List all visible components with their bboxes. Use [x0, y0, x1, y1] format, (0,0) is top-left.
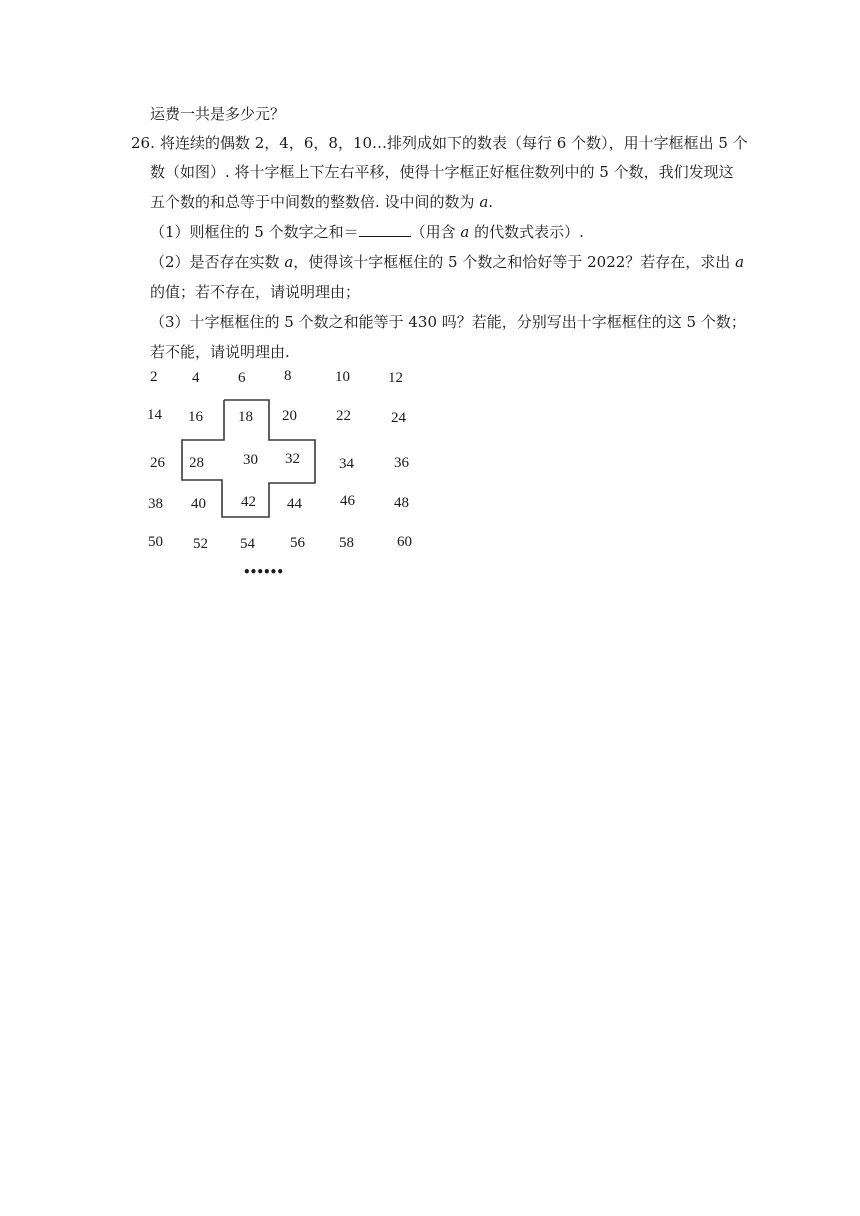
- table-cell: 26: [150, 455, 165, 471]
- table-cell: 12: [388, 370, 403, 386]
- variable-a: a: [460, 223, 470, 241]
- question-stem-line-2: 数（如图）. 将十字框上下左右平移，使得十字框正好框住数列中的 5 个数，我们发现这: [150, 163, 734, 181]
- table-cell: 22: [336, 408, 351, 424]
- table-cell: 42: [241, 494, 256, 510]
- part-1-text: （1）则框住的 5 个数字之和＝: [150, 223, 359, 241]
- part-2-text: （2）是否存在实数: [150, 253, 285, 271]
- table-cell: 44: [287, 496, 302, 512]
- table-cell: 48: [394, 495, 409, 511]
- table-cell: 6: [238, 370, 246, 386]
- table-cell: 56: [290, 535, 305, 551]
- table-cell: 8: [284, 368, 292, 384]
- table-cell: 34: [339, 456, 354, 472]
- table-cell: 30: [243, 452, 258, 468]
- table-cell: 24: [391, 410, 406, 426]
- variable-a: a: [479, 193, 489, 211]
- table-cell: 18: [238, 409, 253, 425]
- table-cell: 16: [188, 409, 203, 425]
- question-number: 26.: [131, 134, 155, 152]
- table-cell: 50: [148, 534, 163, 550]
- table-cell: 2: [150, 369, 158, 385]
- part-2-text-cont: ，使得该十字框框住的 5 个数之和恰好等于 2022？若存在，求出: [293, 253, 736, 271]
- part-1-hint-end: 的代数式表示）.: [469, 223, 584, 241]
- table-cell: 52: [193, 536, 208, 552]
- table-cell: 4: [192, 370, 200, 386]
- previous-question-tail: 运费一共是多少元？: [150, 105, 286, 123]
- stem-line-3-end: .: [488, 193, 494, 211]
- table-cell: 36: [394, 455, 409, 471]
- variable-a: a: [284, 253, 294, 271]
- part-3-line-1: （3）十字框框住的 5 个数之和能等于 430 吗？若能，分别写出十字框框住的这 5 个数；: [150, 313, 746, 331]
- table-cell: 46: [340, 493, 355, 509]
- question-stem-line-1: 将连续的偶数 2，4，6，8，10…排列成如下的数表（每行 6 个数），用十字框框出 5 个: [160, 134, 748, 152]
- variable-a: a: [735, 253, 745, 271]
- table-cell: 32: [285, 451, 300, 467]
- cross-frame-outline: [182, 400, 315, 517]
- table-cell: 10: [335, 369, 350, 385]
- part-3-line-2: 若不能，请说明理由.: [150, 343, 290, 361]
- part-2-line-2: 的值；若不存在，请说明理由；: [150, 283, 361, 301]
- table-cell: 20: [282, 408, 297, 424]
- table-cell: 58: [339, 535, 354, 551]
- table-cell: 60: [397, 534, 412, 550]
- ellipsis-dots: ••••••: [243, 565, 284, 579]
- table-cell: 14: [147, 407, 162, 423]
- table-cell: 28: [189, 455, 204, 471]
- table-cell: 40: [191, 496, 206, 512]
- table-cell: 38: [148, 496, 163, 512]
- part-1-hint: （用含: [410, 223, 461, 241]
- stem-line-3-text: 五个数的和总等于中间数的整数倍. 设中间的数为: [150, 193, 480, 211]
- table-cell: 54: [240, 536, 255, 552]
